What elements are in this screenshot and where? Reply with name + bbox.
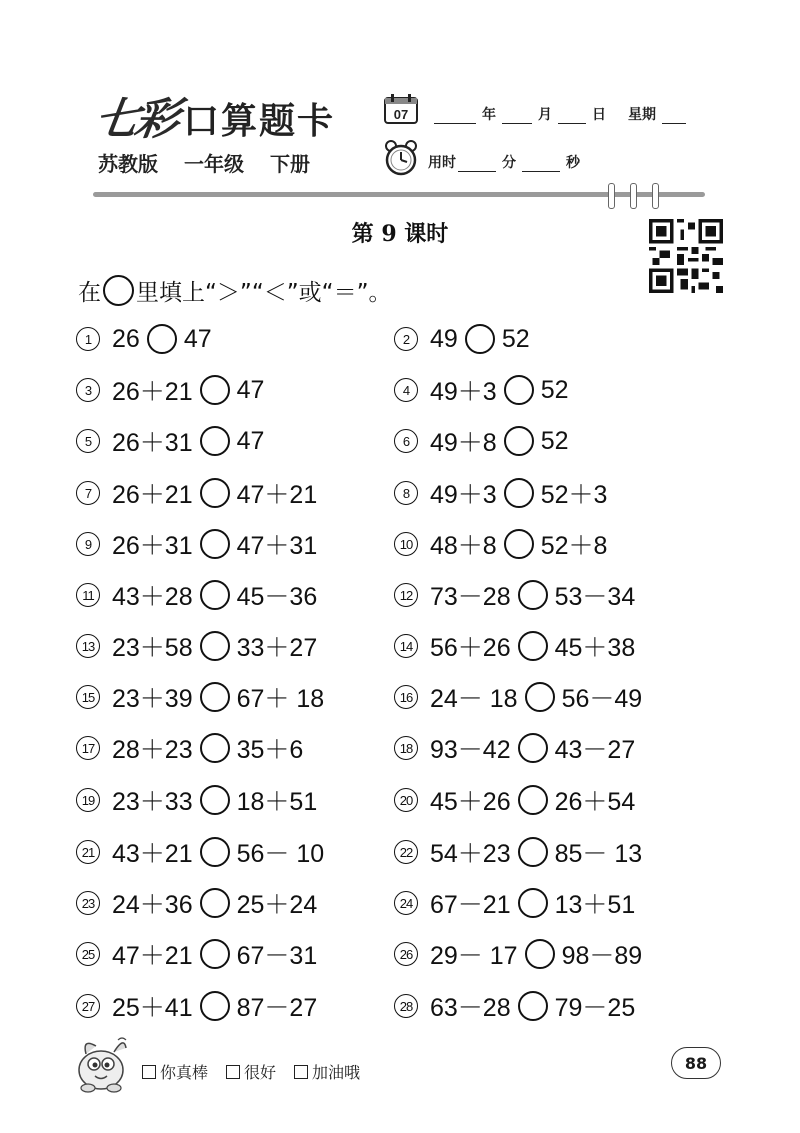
problem-left-expression: 54＋23: [430, 840, 511, 868]
problem-left-expression: 23＋58: [112, 634, 193, 662]
edition-volume: 下册: [270, 152, 310, 176]
problem-item: [76, 886, 317, 920]
problem-item: [394, 322, 530, 356]
problem-right-expression: 53－34: [554, 583, 636, 611]
day-label: 日: [592, 107, 606, 123]
problem-left-expression: 26＋21: [112, 481, 193, 509]
answer-circle[interactable]: [504, 426, 534, 456]
problem-left-expression: 45＋26: [430, 788, 511, 816]
brand-logo: [91, 92, 336, 145]
problem-left-expression: 93－42: [430, 736, 511, 764]
answer-circle[interactable]: [200, 939, 230, 969]
rating-checkbox[interactable]: [142, 1065, 156, 1079]
problem-number: 7: [76, 481, 100, 505]
answer-circle[interactable]: [518, 888, 548, 918]
problem-right-expression: 47: [236, 426, 265, 455]
rating-option-excellent[interactable]: [142, 1060, 208, 1083]
problem-left-expression: 56＋26: [430, 634, 511, 662]
month-blank[interactable]: [502, 107, 532, 124]
qr-code[interactable]: [649, 219, 723, 293]
weekday-label: 星期: [628, 107, 656, 123]
problem-number: 3: [76, 378, 100, 402]
problem-left-expression: 49＋3: [430, 378, 497, 406]
problem-item: [76, 424, 264, 458]
problem-item: [394, 578, 635, 612]
problem-number: 28: [394, 994, 418, 1018]
problem-number: 17: [76, 736, 100, 760]
answer-circle[interactable]: [200, 631, 230, 661]
problem-number: 21: [76, 840, 100, 864]
minute-blank[interactable]: [458, 155, 496, 172]
problem-item: [394, 731, 635, 765]
problem-left-expression: 47＋21: [112, 942, 193, 970]
problem-left-expression: 24＋36: [112, 891, 193, 919]
problem-number: 22: [394, 840, 418, 864]
problem-number: 16: [394, 685, 418, 709]
problem-right-expression: 52: [540, 426, 569, 455]
problem-right-expression: 52＋3: [540, 481, 608, 509]
calendar-icon: [383, 93, 419, 125]
problem-item: [76, 476, 317, 510]
rating-label: 加油哦: [312, 1063, 361, 1082]
problem-item: [394, 886, 635, 920]
problem-left-expression: 25＋41: [112, 994, 193, 1022]
problem-item: [76, 527, 317, 561]
problem-right-expression: 79－25: [554, 994, 636, 1022]
problem-right-expression: 47＋21: [236, 481, 318, 509]
problem-right-expression: 18＋51: [236, 788, 318, 816]
mascot-icon: [68, 1030, 134, 1094]
answer-circle[interactable]: [200, 478, 230, 508]
answer-circle[interactable]: [504, 478, 534, 508]
answer-circle[interactable]: [200, 682, 230, 712]
problem-number: 12: [394, 583, 418, 607]
problem-right-expression: 45＋38: [554, 634, 636, 662]
problem-left-expression: 48＋8: [430, 532, 497, 560]
problem-right-expression: 33＋27: [236, 634, 318, 662]
answer-circle[interactable]: [200, 529, 230, 559]
rating-label: 很好: [244, 1063, 277, 1082]
problem-left-expression: 26＋21: [112, 378, 193, 406]
problem-number: 9: [76, 532, 100, 556]
answer-circle[interactable]: [518, 991, 548, 1021]
problem-left-expression: 23＋33: [112, 788, 193, 816]
problem-left-expression: 73－28: [430, 583, 511, 611]
brand-title: 口算题卡: [183, 101, 336, 142]
lesson-title: 第 9 课时: [351, 221, 449, 247]
binder-ring: [608, 183, 615, 209]
date-field: [428, 104, 692, 124]
year-blank[interactable]: [434, 107, 476, 124]
second-blank[interactable]: [522, 155, 560, 172]
rating-option-keep-trying[interactable]: [294, 1060, 360, 1083]
problem-item: [76, 835, 324, 869]
problem-item: [76, 937, 317, 971]
problem-number: 20: [394, 788, 418, 812]
problem-left-expression: 43＋21: [112, 840, 193, 868]
problem-left-expression: 67－21: [430, 891, 511, 919]
problem-number: 26: [394, 942, 418, 966]
answer-circle[interactable]: [200, 733, 230, 763]
rating-option-good[interactable]: [226, 1060, 276, 1083]
answer-circle[interactable]: [200, 426, 230, 456]
problem-item: [76, 578, 317, 612]
rating-checkbox[interactable]: [226, 1065, 240, 1079]
answer-circle[interactable]: [200, 837, 230, 867]
problem-item: [394, 629, 635, 663]
second-label: 秒: [566, 155, 580, 171]
brand-logo-lead: 七彩: [91, 94, 179, 145]
problem-right-expression: 45－36: [236, 583, 318, 611]
edition-info: [98, 148, 310, 177]
answer-circle[interactable]: [518, 631, 548, 661]
problem-number: 15: [76, 685, 100, 709]
problem-left-expression: 63－28: [430, 994, 511, 1022]
problem-item: [394, 989, 635, 1023]
problem-right-expression: 52: [540, 375, 569, 404]
year-label: 年: [482, 107, 496, 123]
problem-number: 14: [394, 634, 418, 658]
answer-circle[interactable]: [200, 375, 230, 405]
problem-left-expression: 24－ 18: [430, 685, 518, 713]
answer-circle[interactable]: [518, 580, 548, 610]
problem-item: [394, 680, 642, 714]
problem-item: [76, 731, 303, 765]
rating-checkbox[interactable]: [294, 1065, 308, 1079]
day-blank[interactable]: [558, 107, 586, 124]
edition-publisher: 苏教版: [98, 152, 158, 176]
answer-circle[interactable]: [518, 785, 548, 815]
problem-item: [76, 373, 264, 407]
problem-right-expression: 35＋6: [236, 736, 304, 764]
instruction-after: 里填上“＞”“＜”或“＝”。: [136, 280, 392, 306]
problem-item: [394, 373, 569, 407]
answer-circle[interactable]: [504, 529, 534, 559]
problem-right-expression: 43－27: [554, 736, 636, 764]
month-label: 月: [538, 107, 552, 123]
problem-number: 4: [394, 378, 418, 402]
problem-left-expression: 43＋28: [112, 583, 193, 611]
instruction-circle: [103, 275, 134, 306]
problem-right-expression: 87－27: [236, 994, 318, 1022]
problem-number: 19: [76, 788, 100, 812]
problem-number: 24: [394, 891, 418, 915]
weekday-blank[interactable]: [662, 107, 686, 124]
problem-item: [394, 476, 607, 510]
problem-number: 1: [76, 327, 100, 351]
minute-label: 分: [502, 155, 516, 171]
problem-left-expression: 26＋31: [112, 532, 193, 560]
self-rating: [142, 1060, 360, 1083]
problem-left-expression: 49＋8: [430, 429, 497, 457]
problem-number: 11: [76, 583, 100, 607]
answer-circle[interactable]: [518, 837, 548, 867]
time-field: [428, 152, 580, 172]
problem-right-expression: 52: [501, 324, 530, 353]
answer-circle[interactable]: [200, 785, 230, 815]
problem-number: 5: [76, 429, 100, 453]
answer-circle[interactable]: [465, 324, 495, 354]
problem-number: 23: [76, 891, 100, 915]
problem-left-expression: 29－ 17: [430, 942, 518, 970]
problem-left-expression: 28＋23: [112, 736, 193, 764]
problem-item: [76, 322, 212, 356]
problem-right-expression: 56－49: [561, 685, 643, 713]
rating-label: 你真棒: [160, 1063, 209, 1082]
problem-number: 25: [76, 942, 100, 966]
problem-right-expression: 26＋54: [554, 788, 636, 816]
answer-circle[interactable]: [200, 580, 230, 610]
page-number: 88: [671, 1047, 721, 1079]
problem-number: 8: [394, 481, 418, 505]
instruction: [78, 274, 392, 307]
clock-icon: [383, 140, 419, 176]
edition-grade: 一年级: [184, 152, 244, 176]
problem-left-expression: 26: [112, 324, 140, 353]
problem-left-expression: 49: [430, 324, 458, 353]
problem-number: 6: [394, 429, 418, 453]
problem-right-expression: 98－89: [561, 942, 643, 970]
problem-item: [76, 680, 324, 714]
problem-item: [394, 424, 569, 458]
problem-left-expression: 26＋31: [112, 429, 193, 457]
problem-right-expression: 13＋51: [554, 891, 636, 919]
problem-item: [394, 527, 607, 561]
answer-circle[interactable]: [200, 991, 230, 1021]
answer-circle[interactable]: [525, 939, 555, 969]
binder-ring: [652, 183, 659, 209]
problem-item: [394, 937, 642, 971]
problem-right-expression: 52＋8: [540, 532, 608, 560]
problem-item: [76, 783, 317, 817]
calendar-day: 07: [393, 107, 409, 122]
answer-circle[interactable]: [504, 375, 534, 405]
problem-right-expression: 85－ 13: [554, 840, 643, 868]
problem-right-expression: 47: [183, 324, 212, 353]
problem-number: 18: [394, 736, 418, 760]
problem-number: 27: [76, 994, 100, 1018]
instruction-before: 在: [78, 280, 101, 306]
problem-right-expression: 47＋31: [236, 532, 318, 560]
problem-right-expression: 47: [236, 375, 265, 404]
answer-circle[interactable]: [200, 888, 230, 918]
answer-circle[interactable]: [525, 682, 555, 712]
problem-item: [76, 989, 317, 1023]
problem-number: 13: [76, 634, 100, 658]
problem-number: 2: [394, 327, 418, 351]
problem-number: 10: [394, 532, 418, 556]
problem-right-expression: 25＋24: [236, 891, 318, 919]
problem-item: [394, 835, 642, 869]
problem-right-expression: 56－ 10: [236, 840, 325, 868]
binder-ring: [630, 183, 637, 209]
answer-circle[interactable]: [518, 733, 548, 763]
time-label: 用时: [428, 155, 456, 171]
answer-circle[interactable]: [147, 324, 177, 354]
problem-left-expression: 49＋3: [430, 481, 497, 509]
problem-item: [76, 629, 317, 663]
problem-item: [394, 783, 635, 817]
problem-right-expression: 67＋ 18: [236, 685, 325, 713]
problem-left-expression: 23＋39: [112, 685, 193, 713]
problem-right-expression: 67－31: [236, 942, 318, 970]
